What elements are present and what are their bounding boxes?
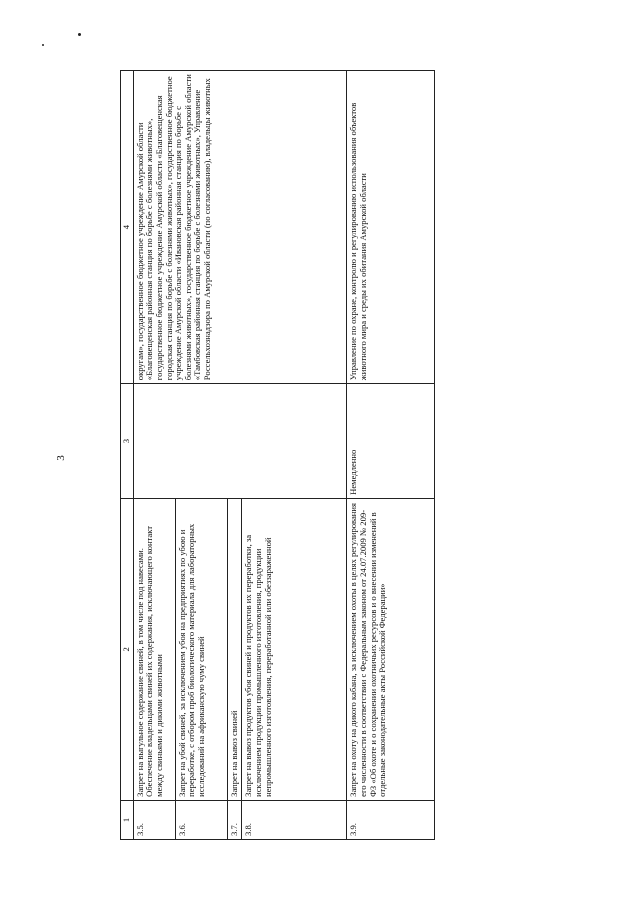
- row-number: 3.7.: [227, 800, 242, 839]
- term-cell: Немедленно: [347, 384, 435, 499]
- row-number: 3.8.: [242, 800, 347, 839]
- measure-cell: Запрет на вывоз свиней: [227, 498, 242, 800]
- row-number: 3.9.: [347, 800, 435, 839]
- header-cell: 4: [121, 71, 134, 384]
- table-header-row: [121, 71, 134, 840]
- table-row: [133, 71, 175, 840]
- rotated-table-container: [120, 70, 472, 840]
- measure-cell: Запрет на охоту на дикого кабана, за исключением охоты в целях регулирования его численности в соответствии с Федеральным законом от 24.07.2009 № 209-ФЗ «Об охоте и о сохранении охотничьих ресурсов и о внесении изменений в отдельные законодательные акты Российской Федерации»: [347, 498, 435, 800]
- row-number: 3.6.: [175, 800, 227, 839]
- scan-speck: [78, 33, 81, 36]
- page-number: 3: [54, 455, 67, 461]
- measure-cell: Запрет на выгульное содержание свиней, в том числе под навесами. Обеспечение владельцами свиней их содержания, исключающего контакт между свиньями и дикими животными: [133, 498, 175, 800]
- scan-speck: [42, 44, 44, 46]
- header-cell: 1: [121, 800, 134, 839]
- table-row: [347, 71, 435, 840]
- row-number: 3.5.: [133, 800, 175, 839]
- measure-cell: Запрет на убой свиней, за исключением убоя на предприятиях по убою и переработке, с отбором проб биологического материала для лабораторных исследований на африканскую чуму свиней: [175, 498, 227, 800]
- header-cell: 2: [121, 498, 134, 800]
- header-cell: 3: [121, 384, 134, 499]
- measures-table: [120, 70, 435, 840]
- responsible-cell: Управление по охране, контролю и регулированию использования объектов животного мира и среды их обитания Амурской области: [347, 71, 435, 384]
- term-cell: [133, 384, 347, 499]
- responsible-cell: округам», государственное бюджетное учреждение Амурской области «Благовещенская районная станция по борьбе с болезнями животных», государственное бюджетное учреждение Амурской области «Благовещенская городская станция по борьбе с болезнями животных», государственное бюджетное учреждение Амурской области «Ивановская районная станция по борьбе с болезнями животных», государственное бюджетное учреждение Амурской области «Тамбовская районная станция по борьбе с болезнями животных», Управление Россельхознадзора по Амурской области (по согласованию), владельцы животных: [133, 71, 347, 384]
- measure-cell: Запрет на вывоз продуктов убоя свиней и продуктов их переработки, за исключением продукции промышленного изготовления, продукции непромышленного изготовления, переработанной или обеззараженной: [242, 498, 347, 800]
